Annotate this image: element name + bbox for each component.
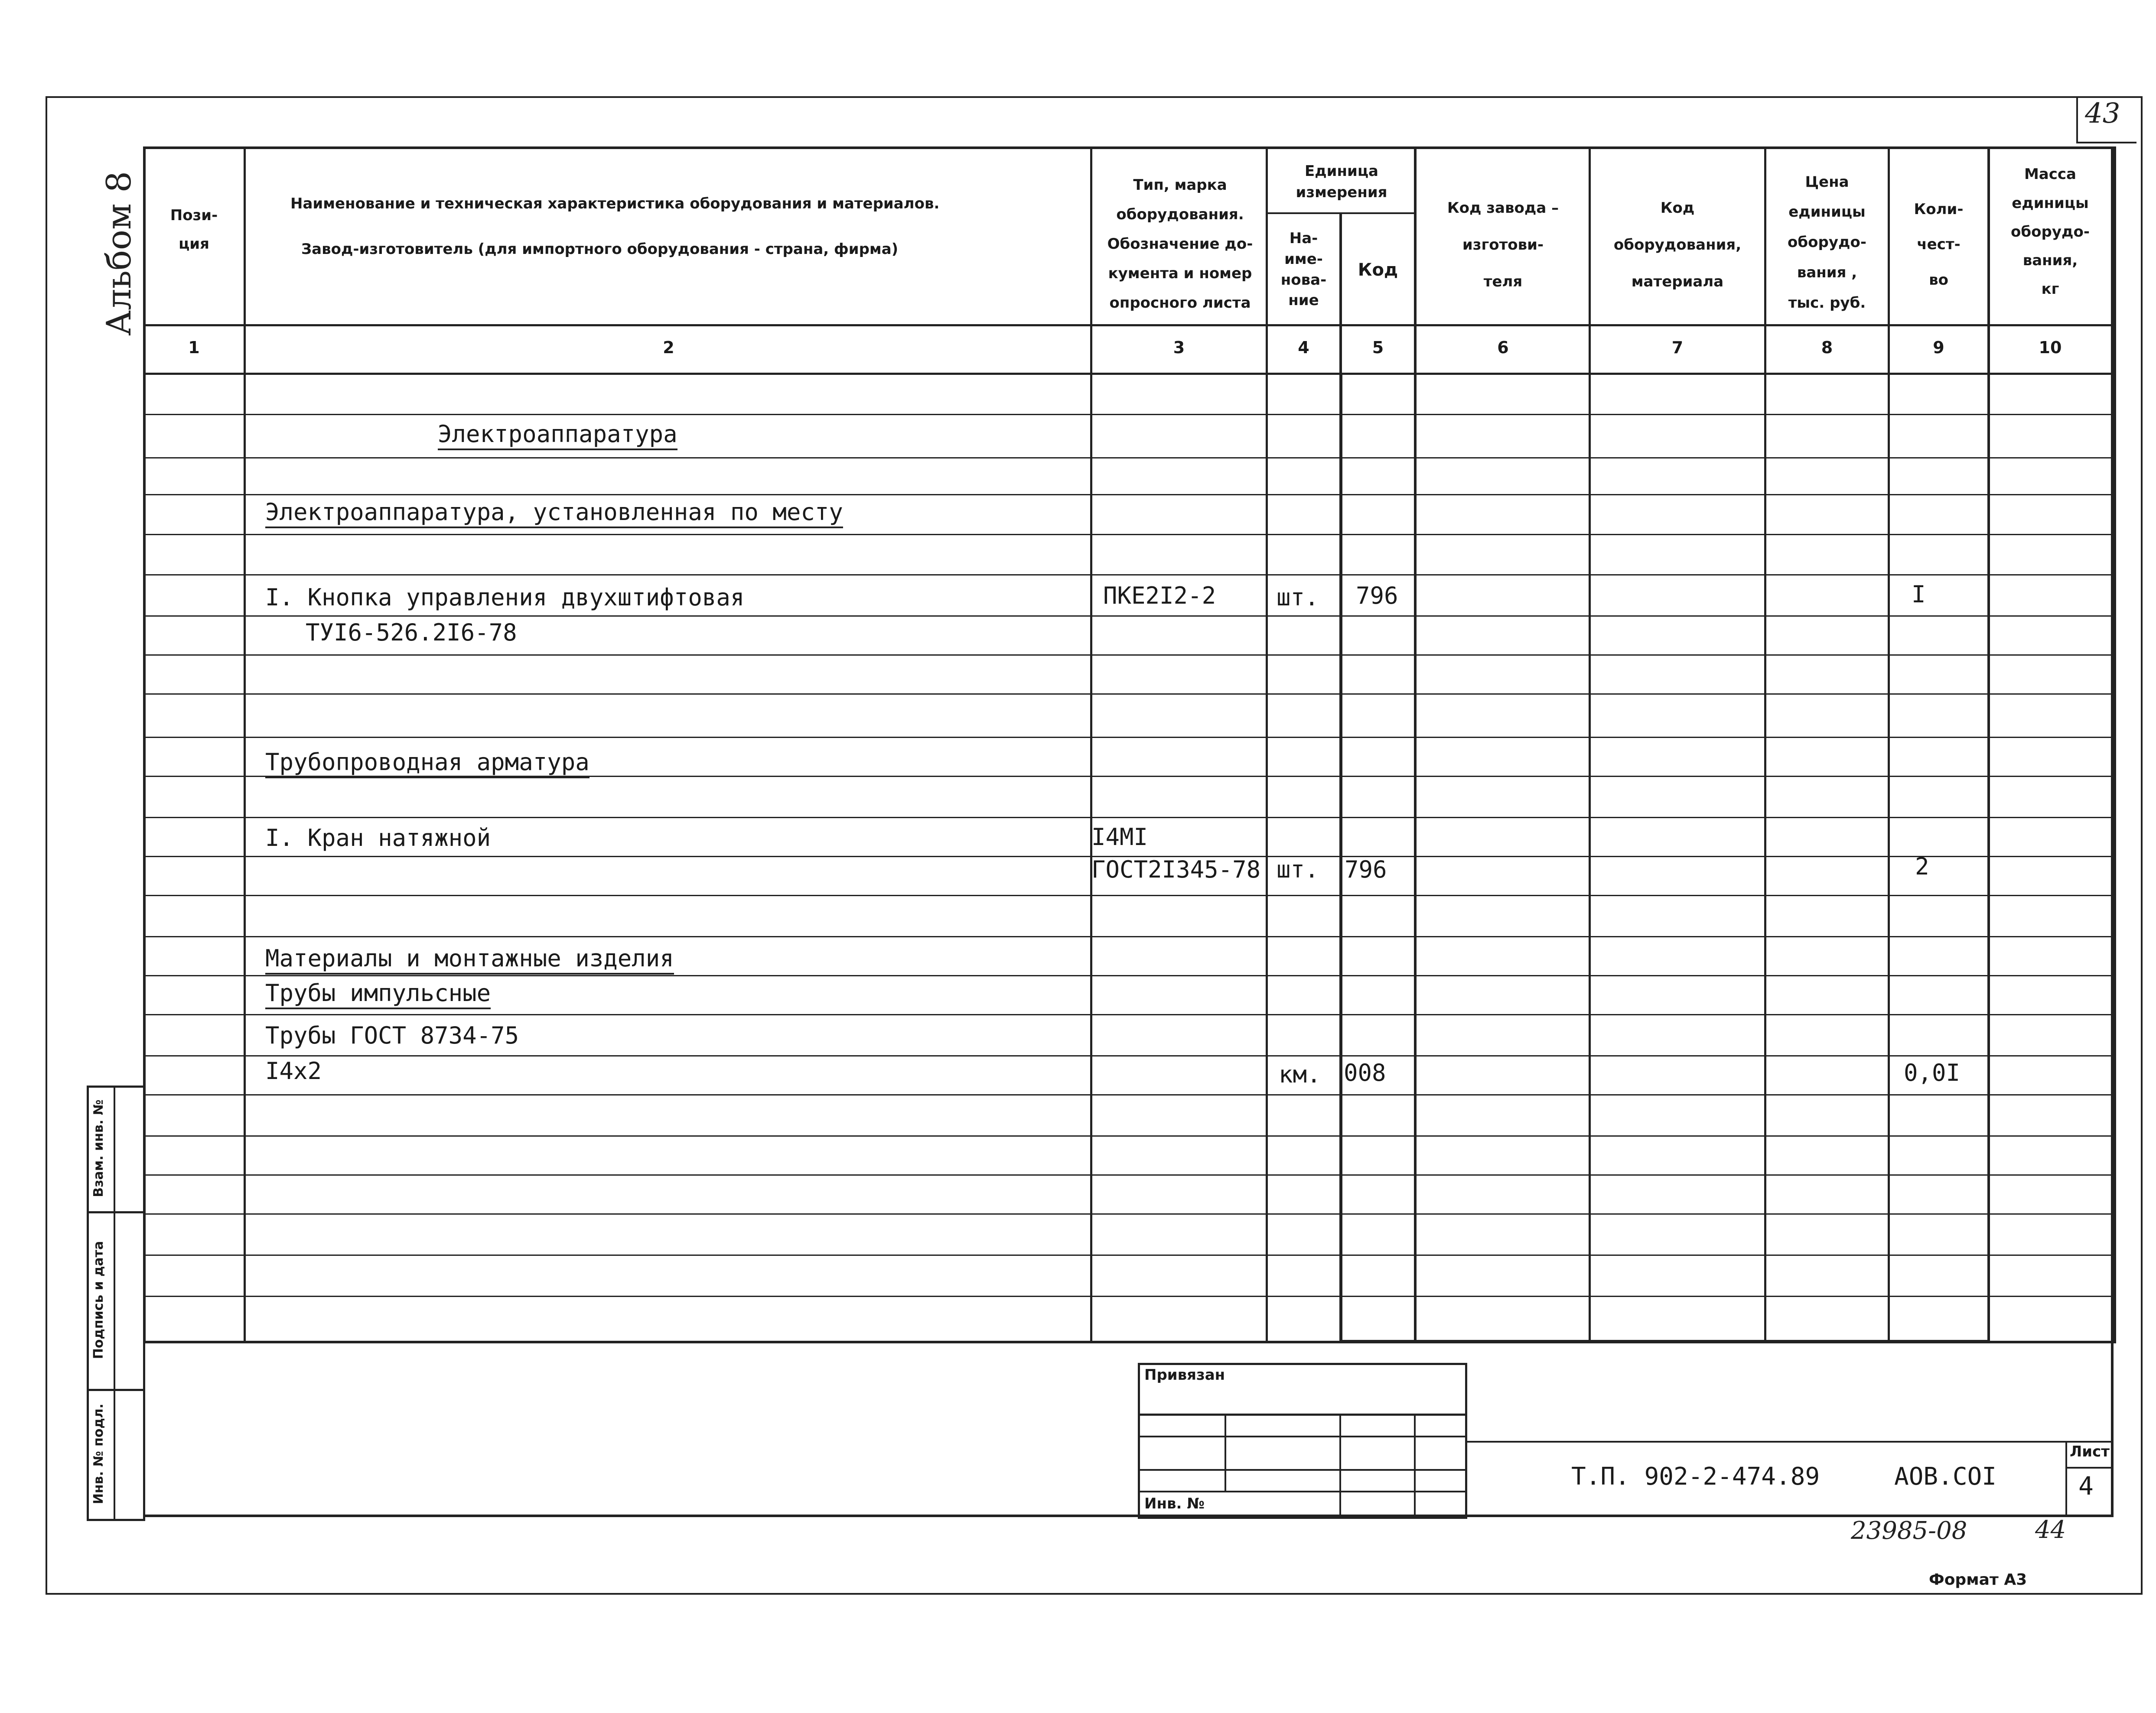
- item1-qty: I: [1912, 581, 1926, 608]
- doc-code: Т.П. 902-2-474.89: [1571, 1463, 1820, 1491]
- col-line-7: [1764, 146, 1766, 1342]
- body-row-line: [143, 737, 2113, 738]
- body-row-line: [143, 414, 2113, 415]
- body-row-line: [143, 1094, 2113, 1095]
- colnum-9: 9: [1933, 338, 1944, 357]
- body-row-line: [143, 534, 2113, 535]
- header-col2-line2: Завод-изготовитель (для импортного оборудования - страна, фирма): [301, 240, 899, 258]
- privyazan-h1: [1138, 1414, 1467, 1416]
- body-row-line: [143, 1055, 2113, 1056]
- colnum-divider: [143, 373, 2115, 375]
- item2-unit: шт.: [1277, 856, 1319, 883]
- header-col4: На- име- нова- ние: [1280, 230, 1327, 309]
- item1-code: 796: [1356, 582, 1398, 609]
- header-col1: Пози- ция: [170, 206, 218, 253]
- section-subtitle-pipes: Трубы импульсные: [265, 979, 491, 1007]
- inv-no-label: Инв. №: [1144, 1495, 1205, 1512]
- format-label: Формат А3: [1929, 1571, 2027, 1589]
- item3-code: 008: [1344, 1059, 1386, 1086]
- item1-unit: шт.: [1277, 584, 1319, 611]
- header-col9: Коли- чест- во: [1914, 200, 1964, 289]
- title-block-bottom: [143, 1515, 2113, 1517]
- header-col3: Тип, марка оборудования. Обозначение до- кумента и номер опросного листа: [1107, 176, 1253, 312]
- list-number: 4: [2078, 1471, 2094, 1501]
- body-row-line: [143, 817, 2113, 818]
- section-subtitle-electro: Электроаппаратура, установленная по месту: [265, 498, 843, 526]
- doc-code-top: [1467, 1441, 2113, 1443]
- body-row-line: [143, 494, 2113, 495]
- body-row-line: [143, 1174, 2113, 1176]
- title-block-right: [2111, 146, 2114, 1517]
- body-row-line: [143, 1135, 2113, 1137]
- privyazan-v2: [1339, 1414, 1341, 1515]
- item2-type-line2: ГОСТ2I345-78: [1091, 856, 1261, 883]
- colnum-6: 6: [1497, 338, 1509, 357]
- col-line-5: [1414, 146, 1417, 1342]
- privyazan-v3: [1414, 1414, 1416, 1515]
- col5-left-heavy: [1339, 375, 1342, 1342]
- header-divider: [143, 324, 2115, 326]
- col-line-8: [1888, 146, 1890, 1342]
- item2-name: I. Кран натяжной: [265, 824, 491, 852]
- handwritten-inventory-number: 23985-08: [1851, 1517, 1967, 1545]
- item3-name: Трубы ГОСТ 8734-75: [265, 1022, 519, 1049]
- header-col6: Код завода – изготови- теля: [1447, 199, 1559, 290]
- body-row-line: [143, 936, 2113, 937]
- header-col2-line1: Наименование и техническая характеристика оборудования и материалов.: [290, 195, 940, 212]
- col-line-6: [1589, 146, 1591, 1342]
- body-row-line: [143, 615, 2113, 617]
- body-row-line: [143, 1255, 2113, 1256]
- item3-unit: км.: [1279, 1061, 1321, 1088]
- list-box-sep: [2065, 1467, 2113, 1469]
- body-row-line: [143, 457, 2113, 458]
- header-col7: Код оборудования, материала: [1613, 199, 1742, 290]
- item1-type: ПКЕ2I2-2: [1103, 582, 1216, 609]
- list-label: Лист: [2070, 1443, 2110, 1460]
- privyazan-h4: [1138, 1491, 1467, 1492]
- privyazan-h2: [1138, 1436, 1467, 1437]
- item3-size: I4х2: [265, 1057, 322, 1085]
- colnum-8: 8: [1821, 338, 1833, 357]
- item2-code: 796: [1345, 856, 1387, 883]
- item2-type-line1: I4MI: [1091, 823, 1148, 851]
- colnum-7: 7: [1671, 338, 1684, 357]
- body-row-line: [143, 975, 2113, 976]
- privyazan-label: Привязан: [1144, 1366, 1225, 1384]
- header-col5: Код: [1358, 260, 1398, 280]
- body-row-line: [143, 654, 2113, 656]
- side-stamp-divider: [114, 1086, 115, 1519]
- col-line-9: [1987, 146, 1990, 1342]
- col-line-2: [1090, 146, 1092, 1342]
- body-row-line: [143, 693, 2113, 695]
- colnum-1: 1: [188, 338, 200, 357]
- colnum-5: 5: [1372, 338, 1384, 357]
- body-row-line: [143, 1296, 2113, 1297]
- privyazan-v1: [1225, 1414, 1226, 1492]
- body-row-line: [143, 1014, 2113, 1015]
- body-row-line: [143, 1213, 2113, 1215]
- privyazan-h3: [1138, 1469, 1467, 1471]
- item1-name: I. Кнопка управления двухштифтовая: [265, 584, 745, 611]
- body-row-line: [143, 574, 2113, 575]
- col-line-3: [1266, 146, 1268, 1342]
- album-label: Альбом 8: [100, 171, 139, 336]
- handwritten-page-number: 44: [2035, 1516, 2066, 1544]
- body-bottom: [1339, 1340, 1990, 1343]
- doc-mark: АОВ.СОI: [1894, 1463, 1997, 1491]
- col-line-1: [244, 146, 246, 1342]
- side-stamp-vzam-inv: Взам. инв. №: [91, 1099, 106, 1197]
- section-title-electro: Электроаппаратура: [438, 420, 677, 448]
- colnum-3: 3: [1173, 338, 1185, 357]
- side-stamp-inv-podl: Инв. № подл.: [91, 1403, 106, 1505]
- item2-qty: 2: [1915, 853, 1929, 880]
- corner-page-number: 43: [2085, 98, 2120, 130]
- colnum-2: 2: [663, 338, 674, 357]
- side-stamp-sep1: [87, 1211, 143, 1213]
- section-title-pipe-fittings: Трубопроводная арматура: [265, 748, 589, 776]
- side-stamp-podpis-data: Подпись и дата: [91, 1241, 106, 1359]
- header-col8: Цена единицы оборудо- вания , тыс. руб.: [1788, 173, 1866, 312]
- colnum-4: 4: [1298, 338, 1309, 357]
- item3-qty: 0,0I: [1904, 1059, 1961, 1086]
- header-col10: Масса единицы оборудо- вания, кг: [2011, 166, 2090, 298]
- header-unit-group: Единица измерения: [1296, 162, 1387, 201]
- body-row-line: [143, 895, 2113, 896]
- section-title-materials: Материалы и монтажные изделия: [265, 945, 674, 972]
- colnum-10: 10: [2039, 338, 2062, 357]
- item1-spec: ТУI6-526.2I6-78: [306, 619, 517, 646]
